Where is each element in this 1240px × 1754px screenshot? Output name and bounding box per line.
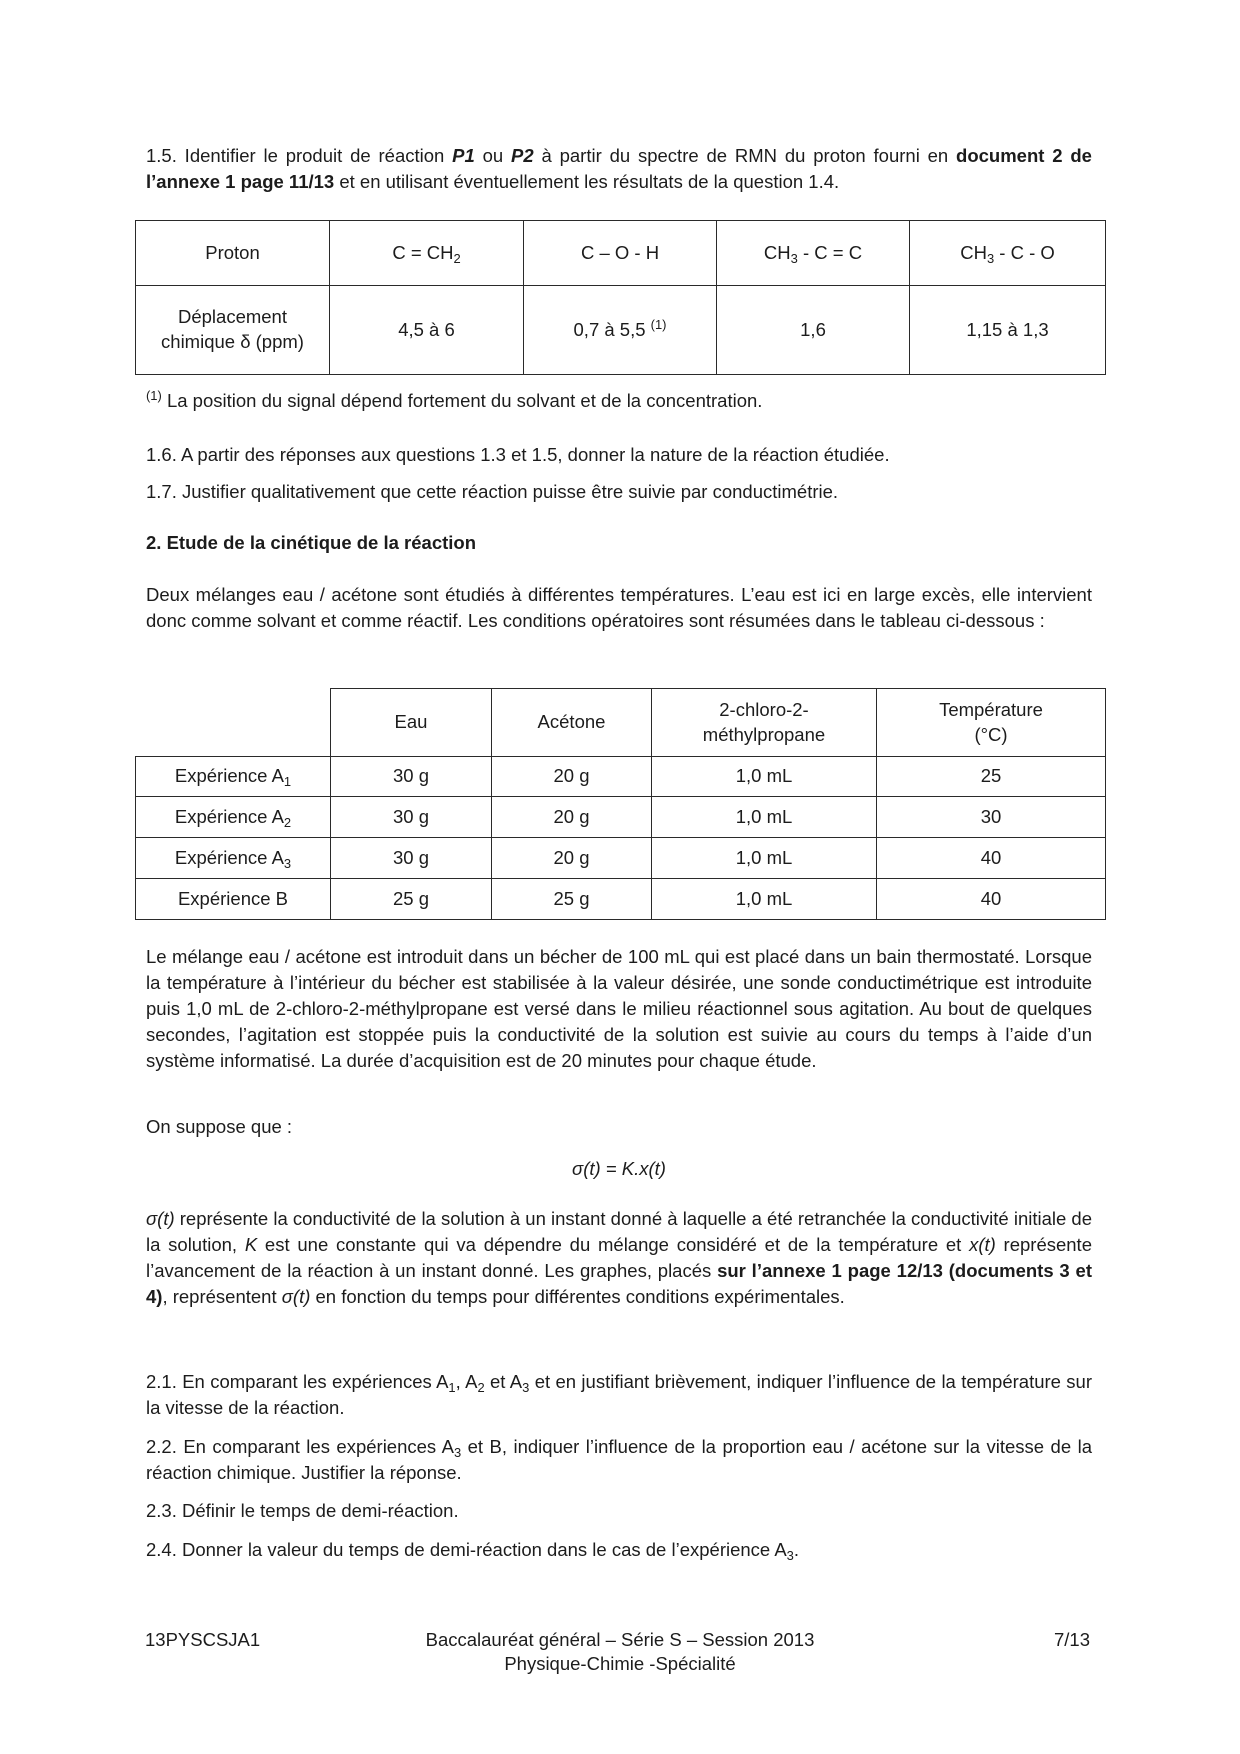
question-2-1: 2.1. En comparant les expériences $A_1$, $A_2$ et $A_3$ et en justifiant brièvement, indiquer l’influence de la température sur la vitesse de la réaction. — [146, 1371, 1093, 1418]
intro-paragraph: Deux mélanges eau / acétone sont étudiés à différentes températures. L’eau est ici en large excès, elle intervient donc comme solvant et comme réactif. Les conditions opératoires sont résumées dans le tableau ci-dessous : — [146, 584, 1092, 631]
exp-cell-eau: 30 g — [331, 838, 492, 879]
footer-subject: Physique-Chimie -Spécialité — [504, 1653, 736, 1675]
exp-cell-chloro: 1,0 mL — [652, 757, 877, 797]
exp-cell-chloro: 1,0 mL — [652, 797, 877, 838]
exp-row-label: Expérience $A_2$ — [136, 797, 331, 838]
conductivity-formula: σ(t) = K.x(t) — [572, 1158, 666, 1179]
nmr-shift-table — [135, 220, 1106, 375]
suppose-text: On suppose que : — [146, 1116, 293, 1137]
procedure-paragraph: Le mélange eau / acétone est introduit dans un bécher de 100 mL qui est placé dans un bain thermostaté. Lorsque la température à l’intérieur du bécher est stabilisée à la valeur désirée, une sonde conductimétrique est introduite puis 1,0 mL de 2-chloro-2-méthylpropane est versé dans le milieu réactionnel sous agitation. Au bout de quelques secondes, l’agitation est stoppée puis la conductivité de la solution est suivie au cours du temps à l’aide d’un système informatisé. La durée d’acquisition est de 20 minutes pour chaque étude. — [146, 946, 1092, 1071]
footer-exam-title: Baccalauréat général – Série S – Session 2013 — [425, 1629, 815, 1650]
nmr-value-2: 0,7 à 5,5 $^{(1)}$ — [524, 286, 717, 375]
q15-p1: P1 — [452, 145, 475, 166]
nmr-header-row — [136, 221, 1106, 286]
exp-header-row — [136, 689, 1106, 757]
question-1-7: 1.7. Justifier qualitativement que cette réaction puisse être suivie par conductimétrie. — [146, 481, 839, 502]
sigma-paragraph: σ(t) représente la conductivité de la solution à un instant donné à laquelle a été retranchée la conductivité initiale de la solution, K est une constante qui va dépendre du mélange considéré et de la température et x(t) représente l’avancement de la réaction à un instant donné. Les graphes, placés sur l’annexe 1 page 12/13 (documents 3 et 4), représentent σ(t) en fonction du temps pour différentes conditions expérimentales. — [146, 1208, 1093, 1307]
question-1-5 — [146, 143, 1092, 195]
exp-row-label: Expérience $A_3$ — [136, 838, 331, 879]
nmr-header-label: Proton — [136, 221, 330, 286]
question-2-4: 2.4. Donner la valeur du temps de demi-réaction dans le cas de l’expérience $A_3$. — [146, 1539, 800, 1563]
experiment-table — [135, 688, 1106, 920]
exp-header-acetone: Acétone — [492, 689, 652, 757]
section-2-title: 2. Etude de la cinétique de la réaction — [146, 532, 477, 553]
nmr-value-row — [136, 286, 1106, 375]
nmr-col-2: C – O - H — [524, 221, 717, 286]
exp-header-eau: Eau — [331, 689, 492, 757]
nmr-row-label: Déplacement chimique δ (ppm) — [136, 286, 330, 375]
exp-row-a2 — [136, 797, 1106, 838]
exp-row-label: Expérience B — [136, 879, 331, 920]
exp-cell-eau: 25 g — [331, 879, 492, 920]
exp-cell-temp: 40 — [877, 838, 1106, 879]
nmr-col-4: $CH_3$ - C - O — [910, 221, 1106, 286]
q15-text-2: à partir du spectre de RMN du proton fourni en — [533, 145, 957, 166]
exp-cell-acetone: 20 g — [492, 757, 652, 797]
exp-cell-eau: 30 g — [331, 757, 492, 797]
exp-cell-temp: 25 — [877, 757, 1106, 797]
exp-cell-chloro: 1,0 mL — [652, 879, 877, 920]
exp-header-empty — [136, 689, 331, 757]
nmr-value-4: 1,15 à 1,3 — [910, 286, 1106, 375]
nmr-col-3: $CH_3 - C = C$ — [717, 221, 910, 286]
exp-cell-chloro: 1,0 mL — [652, 838, 877, 879]
question-2-2: 2.2. En comparant les expériences $A_3$ et B, indiquer l’influence de la proportion eau / acétone sur la vitesse de la réaction chimique. Justifier la réponse. — [146, 1436, 1092, 1483]
exp-cell-acetone: 25 g — [492, 879, 652, 920]
exp-header-temp: Température (°C) — [877, 689, 1106, 757]
footnote-mark: (1) — [146, 388, 162, 403]
exp-row-a1 — [136, 757, 1106, 797]
q15-text-1: 1.5. Identifier le produit de réaction — [146, 145, 453, 166]
footer-code: 13PYSCSJA1 — [145, 1629, 261, 1650]
exp-cell-temp: 30 — [877, 797, 1106, 838]
nmr-value-3: 1,6 — [717, 286, 910, 375]
nmr-col-1: $C = CH_2$ — [330, 221, 524, 286]
exp-header-chloro: 2-chloro-2- méthylpropane — [652, 689, 877, 757]
q15-text-3: et en utilisant éventuellement les résultats de la question 1.4. — [334, 170, 840, 192]
q15-p2: P2 — [511, 145, 534, 166]
exp-cell-acetone: 20 g — [492, 797, 652, 838]
q15-ou: ou — [474, 145, 512, 166]
exp-row-label: Expérience $A_1$ — [136, 757, 331, 797]
q15-doc-ref: document 2 de l’annexe 1 page 11/13 — [146, 145, 1092, 192]
question-1-6: 1.6. A partir des réponses aux questions 1.3 et 1.5, donner la nature de la réaction étudiée. — [146, 444, 890, 465]
footnote-text: La position du signal dépend fortement du solvant et de la concentration. — [161, 390, 763, 411]
nmr-value-1: 4,5 à 6 — [330, 286, 524, 375]
footer-page-number: 7/13 — [1053, 1629, 1090, 1650]
question-2-3: 2.3. Définir le temps de demi-réaction. — [146, 1500, 459, 1521]
footnote — [146, 388, 1092, 414]
footer-center — [360, 1628, 880, 1676]
exp-cell-temp: 40 — [877, 879, 1106, 920]
exp-row-b — [136, 879, 1106, 920]
exp-cell-eau: 30 g — [331, 797, 492, 838]
exp-cell-acetone: 20 g — [492, 838, 652, 879]
exp-row-a3 — [136, 838, 1106, 879]
